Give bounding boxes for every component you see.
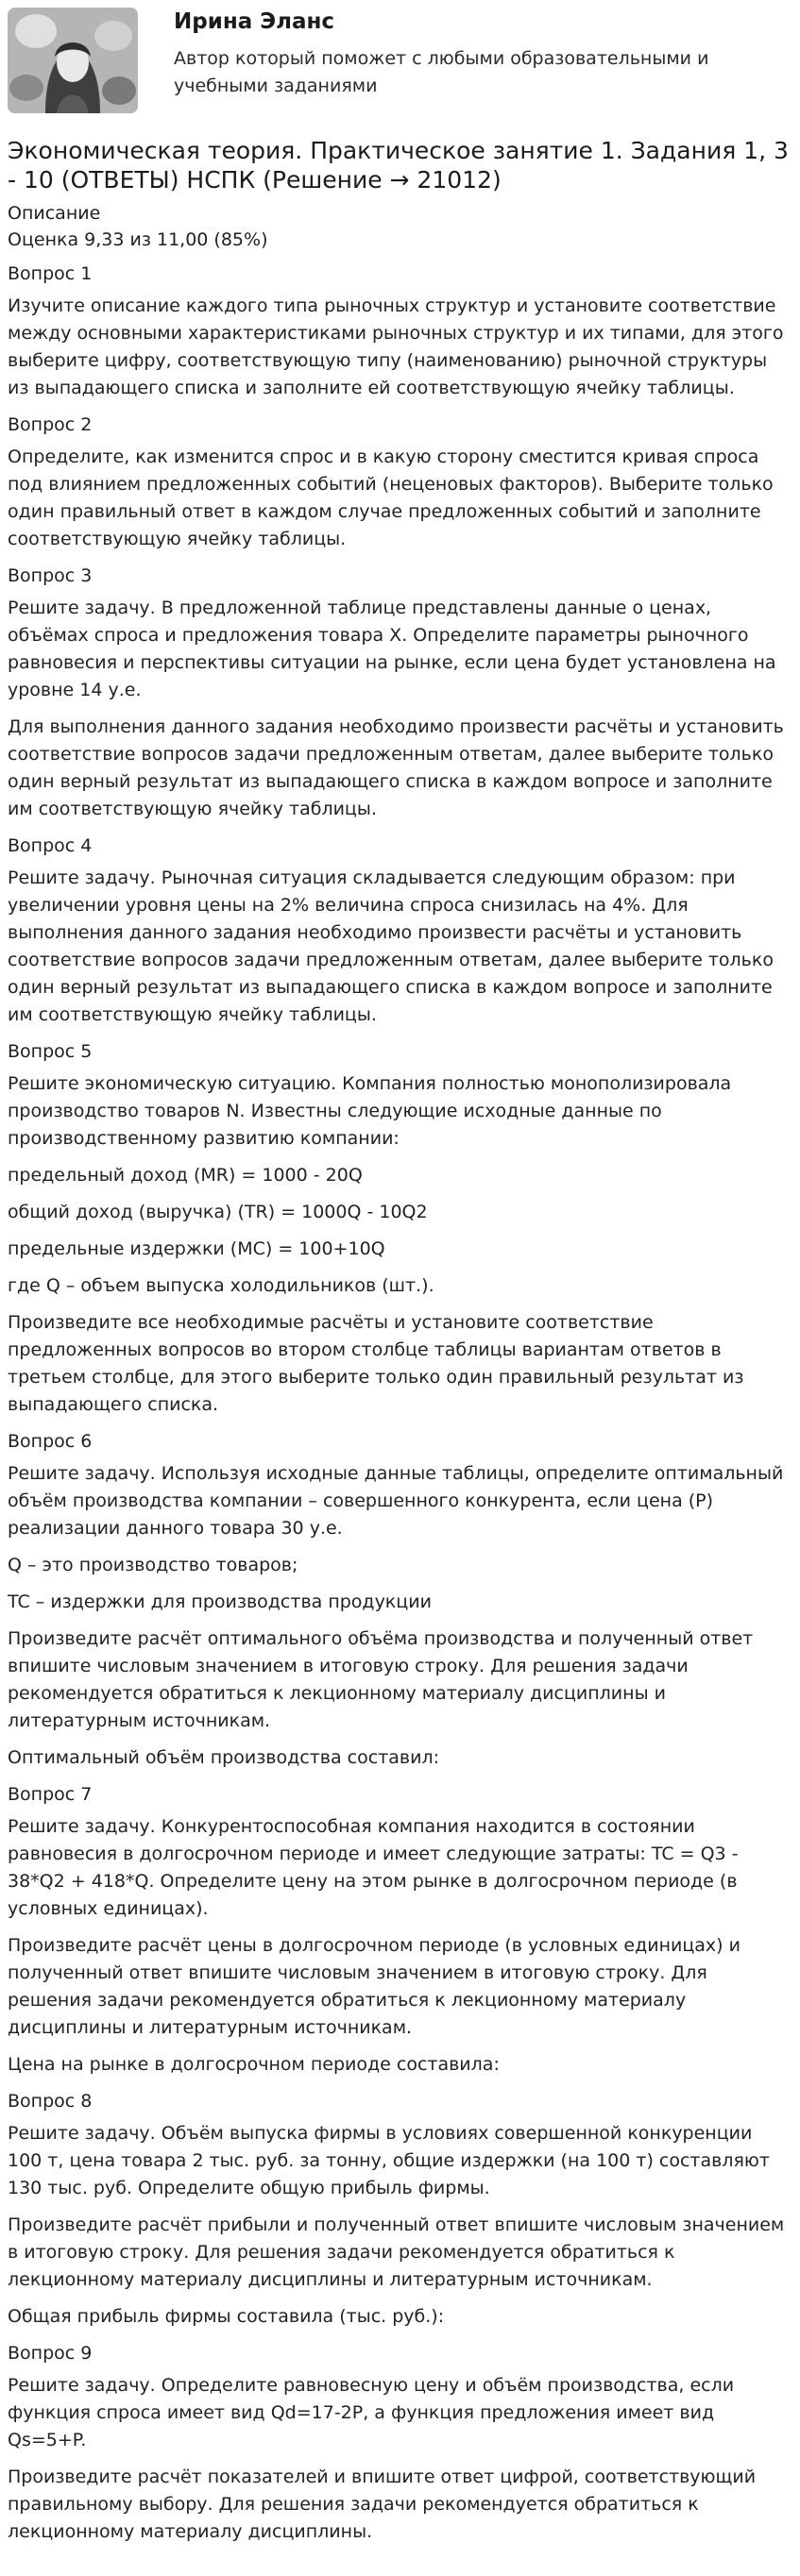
author-name[interactable]: Ирина Эланс bbox=[174, 9, 335, 34]
question-block bbox=[8, 1781, 791, 2079]
question-label: Вопрос 4 bbox=[8, 835, 93, 856]
question-block bbox=[8, 833, 791, 1029]
question-block bbox=[8, 2340, 791, 2546]
question-block bbox=[8, 563, 791, 823]
question-label: Вопрос 2 bbox=[8, 414, 93, 435]
question-paragraph: Решите задачу. Конкурентоспособная компания находится в состоянии равновесия в долгосрочном периоде и имеет следующие затраты: TC = Q3 - 38*Q2 + 418*Q. Определите цену на этом рынке в долгосрочном периоде (в условных единицах). bbox=[8, 1816, 739, 1919]
question-block bbox=[8, 1428, 791, 1772]
question-label: Вопрос 1 bbox=[8, 263, 93, 284]
page-title: Экономическая теория. Практическое занятие 1. Задания 1, 3 - 10 (ОТВЕТЫ) НСПК (Решение → 21012) bbox=[8, 137, 789, 194]
question-paragraph: TC – издержки для производства продукции bbox=[8, 1591, 432, 1612]
document-body bbox=[0, 136, 800, 2546]
question-paragraph: Изучите описание каждого типа рыночных структур и установите соответствие между основными характеристиками рыночных структур и их типами, для этого выберите цифру, соответствующую типу (наименованию) рыночной структуры из выпадающего списка и заполните ей соответствующую ячейку таблицы. bbox=[8, 295, 784, 398]
question-paragraph: Произведите все необходимые расчёты и установите соответствие предложенных вопросов во втором столбце таблицы вариантам ответов в третьем столбце, для этого выберите только один правильный результат из выпадающего списка. bbox=[8, 1312, 744, 1415]
question-label: Вопрос 6 bbox=[8, 1431, 93, 1452]
question-paragraph: Q – это производство товаров; bbox=[8, 1555, 298, 1575]
question-paragraph: предельный доход (MR) = 1000 - 20Q bbox=[8, 1165, 363, 1186]
question-paragraph: Произведите расчёт прибыли и полученный ответ впишите числовым значением в итоговую строку. Для решения задачи рекомендуется обратиться к лекционному материалу дисциплины и литературным источникам. bbox=[8, 2214, 785, 2290]
question-paragraph: Решите задачу. Объём выпуска фирмы в условиях совершенной конкуренции 100 т, цена товара 2 тыс. руб. за тонну, общие издержки (на 100 т) составляют 130 тыс. руб. Определите общую прибыль фирмы. bbox=[8, 2123, 770, 2198]
question-paragraph: общий доход (выручка) (TR) = 1000Q - 10Q2 bbox=[8, 1202, 428, 1222]
question-paragraph: Решите задачу. Используя исходные данные таблицы, определите оптимальный объём производства компании – совершенного конкурента, если цена (P) реализации данного товара 30 у.е. bbox=[8, 1463, 784, 1539]
avatar[interactable] bbox=[8, 8, 138, 113]
author-description: Автор который поможет с любыми образовательными и учебными заданиями bbox=[174, 48, 709, 96]
question-paragraph: Определите, как изменится спрос и в какую сторону сместится кривая спроса под влиянием предложенных событий (неценовых факторов). Выберите только один правильный ответ в каждом случае предложенных событий и заполните соответствующую ячейку таблицы. bbox=[8, 446, 774, 549]
grade-text: Оценка 9,33 из 11,00 (85%) bbox=[8, 229, 268, 250]
question-block bbox=[8, 1038, 791, 1419]
question-paragraph: Произведите расчёт цены в долгосрочном периоде (в условных единицах) и полученный ответ впишите числовым значением в итоговую строку. Для решения задачи рекомендуется обратиться к лекционному материалу дисциплины и литературным источникам. bbox=[8, 1935, 740, 2038]
question-paragraph: Решите экономическую ситуацию. Компания полностью монополизировала производство товаров N. Известны следующие исходные данные по производственному развитию компании: bbox=[8, 1073, 732, 1149]
question-label: Вопрос 9 bbox=[8, 2343, 93, 2364]
description-label: Описание bbox=[8, 203, 101, 224]
question-label: Вопрос 5 bbox=[8, 1041, 93, 1062]
question-block bbox=[8, 2088, 791, 2331]
question-paragraph: Общая прибыль фирмы составила (тыс. руб.): bbox=[8, 2306, 445, 2327]
questions-list bbox=[8, 261, 791, 2546]
question-paragraph: Произведите расчёт показателей и впишите ответ цифрой, соответствующий правильному выбору. Для решения задачи рекомендуется обратиться к лекционному материалу дисциплины. bbox=[8, 2467, 757, 2542]
author-header bbox=[0, 0, 800, 121]
question-paragraph: Цена на рынке в долгосрочном периоде составила: bbox=[8, 2054, 500, 2075]
question-paragraph: Решите задачу. Рыночная ситуация складывается следующим образом: при увеличении уровня цены на 2% величина спроса снизилась на 4%. Для выполнения данного задания необходимо произвести расчёты и установить соответствие вопросов задачи предложенным ответам, далее выберите только один верный результат из выпадающего списка в каждом вопросе и заполните им соответствующую ячейку таблицы. bbox=[8, 867, 774, 1025]
question-label: Вопрос 8 bbox=[8, 2091, 93, 2112]
question-paragraph: Для выполнения данного задания необходимо произвести расчёты и установить соответствие вопросов задачи предложенным ответам, далее выберите только один верный результат из выпадающего списка в каждом вопросе и заполните им соответствующую ячейку таблицы. bbox=[8, 716, 784, 819]
question-paragraph: Решите задачу. В предложенной таблице представлены данные о ценах, объёмах спроса и предложения товара X. Определите параметры рыночного равновесия и перспективы ситуации на рынке, если цена будет установлена на уровне 14 у.е. bbox=[8, 598, 776, 700]
question-paragraph: Решите задачу. Определите равновесную цену и объём производства, если функция спроса имеет вид Qd=17-2P, а функция предложения имеет вид Qs=5+P. bbox=[8, 2375, 735, 2450]
question-label: Вопрос 3 bbox=[8, 565, 93, 586]
question-block bbox=[8, 412, 791, 553]
question-paragraph: предельные издержки (MC) = 100+10Q bbox=[8, 1238, 385, 1259]
question-block bbox=[8, 261, 791, 402]
question-paragraph: Произведите расчёт оптимального объёма производства и полученный ответ впишите числовым значением в итоговую строку. Для решения задачи рекомендуется обратиться к лекционному материалу дисциплины и литературным источникам. bbox=[8, 1628, 754, 1731]
question-paragraph: Оптимальный объём производства составил: bbox=[8, 1747, 439, 1768]
question-paragraph: где Q – объем выпуска холодильников (шт.). bbox=[8, 1275, 434, 1296]
question-label: Вопрос 7 bbox=[8, 1784, 93, 1805]
